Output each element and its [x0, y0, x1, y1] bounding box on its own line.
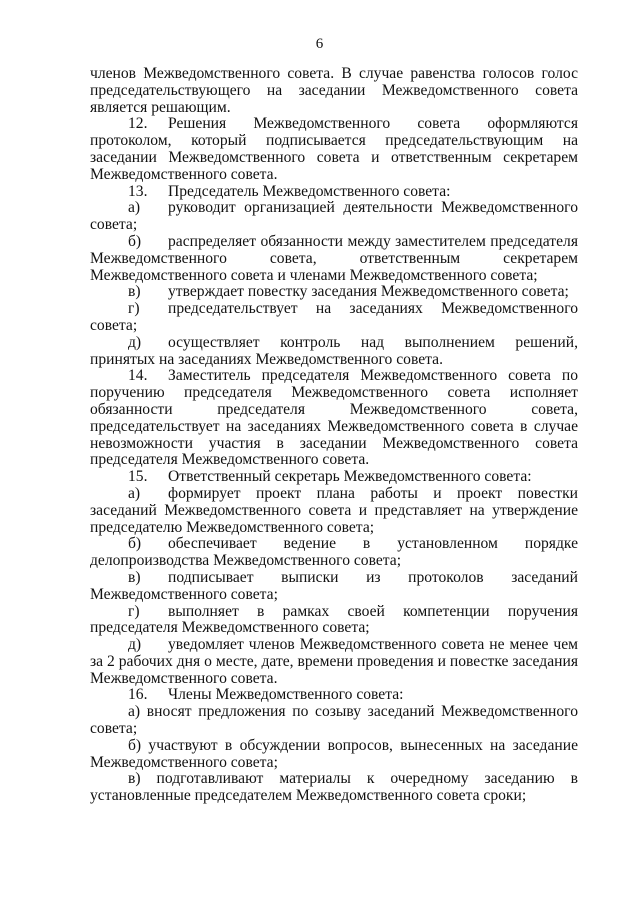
page-number: 6 — [315, 36, 324, 52]
clause-number: 13. — [128, 182, 148, 200]
clause-13 — [90, 184, 578, 201]
clause-number: 14. — [128, 367, 148, 385]
paragraph-continuation — [90, 66, 578, 116]
paragraph-text: членов Межведомственного совета. В случае равенства голосов голос председательствующего на заседании Межведомственного совета является решающим. — [90, 65, 578, 116]
subclause-text: осуществляет контроль над выполнением решений, принятых на заседаниях Межведомственного совета. — [90, 333, 578, 368]
subclause-15g — [90, 604, 578, 638]
clause-16 — [90, 687, 578, 704]
clause-15 — [90, 469, 578, 486]
subclause-13d — [90, 335, 578, 369]
subclause-text: обеспечивает ведение в установленном порядке делопроизводства Межведомственного совета; — [90, 535, 578, 570]
clause-14 — [90, 368, 578, 469]
subclause-marker: г) — [128, 300, 140, 318]
clause-text: Члены Межведомственного совета: — [168, 686, 404, 704]
subclause-13b — [90, 234, 578, 284]
subclause-text: а) вносят предложения по созыву заседаний Межведомственного совета; — [90, 703, 578, 738]
subclause-13a — [90, 200, 578, 234]
subclause-marker: б) — [128, 535, 142, 553]
subclause-text: формирует проект плана работы и проект повестки заседаний Межведомственного совета и представляет на утверждение председателю Межведомственного совета; — [90, 484, 578, 536]
subclause-marker: в) — [128, 283, 141, 301]
subclause-15a — [90, 486, 578, 536]
subclause-marker: в) — [128, 568, 141, 586]
subclause-marker: г) — [128, 602, 140, 620]
subclause-15d — [90, 637, 578, 687]
clause-text: Председатель Межведомственного совета: — [168, 182, 451, 200]
subclause-marker: д) — [128, 636, 142, 654]
subclause-text: выполняет в рамках своей компетенции поручения председателя Межведомственного совета; — [90, 602, 578, 637]
subclause-text: уведомляет членов Межведомственного совета не менее чем за 2 рабочих дня о месте, дате, времени проведения и повестке заседания Межведомственного совета. — [90, 636, 578, 687]
subclause-text: б) участвуют в обсуждении вопросов, вынесенных на заседание Межведомственного совета; — [90, 736, 578, 771]
subclause-text: в) подготавливают материалы к очередному заседанию в установленные председателем Межведомственного совета сроки; — [90, 770, 578, 805]
subclause-16a — [90, 704, 578, 738]
clause-text: Ответственный секретарь Межведомственного совета: — [168, 468, 532, 486]
subclause-text: распределяет обязанности между заместителем председателя Межведомственного совета, ответственным секретарем Межведомственного совета и членами Межведомственного совета; — [90, 232, 578, 284]
clause-number: 16. — [128, 686, 148, 704]
subclause-13v — [90, 284, 578, 301]
clause-number: 12. — [128, 115, 148, 133]
subclause-16v — [90, 771, 578, 805]
subclause-13g — [90, 301, 578, 335]
subclause-marker: а) — [128, 199, 141, 217]
document-body — [90, 66, 578, 805]
subclause-marker: а) — [128, 484, 141, 502]
subclause-text: председательствует на заседаниях Межведомственного совета; — [90, 300, 578, 334]
clause-text: Решения Межведомственного совета оформляются протоколом, который подписывается председательствующим на заседании Межведомственного совета и ответственным секретарем Межведомственного совета. — [90, 115, 578, 183]
clause-12 — [90, 116, 578, 183]
clause-number: 15. — [128, 468, 148, 486]
subclause-16b — [90, 738, 578, 772]
clause-text: Заместитель председателя Межведомственного совета по поручению председателя Межведомственного совета исполняет обязанности председателя Межведомственного совета, председательствует на заседаниях Межведомственного совета в случае невозможности участия в заседании Межведомственного совета председателя Межведомственного совета. — [90, 367, 578, 469]
subclause-text: подписывает выписки из протоколов заседаний Межведомственного совета; — [90, 568, 578, 603]
subclause-marker: д) — [128, 333, 142, 351]
subclause-text: утверждает повестку заседания Межведомственного совета; — [168, 283, 569, 301]
subclause-marker: б) — [128, 232, 142, 250]
subclause-15v — [90, 570, 578, 604]
subclause-text: руководит организацией деятельности Межведомственного совета; — [90, 199, 578, 234]
subclause-15b — [90, 536, 578, 570]
